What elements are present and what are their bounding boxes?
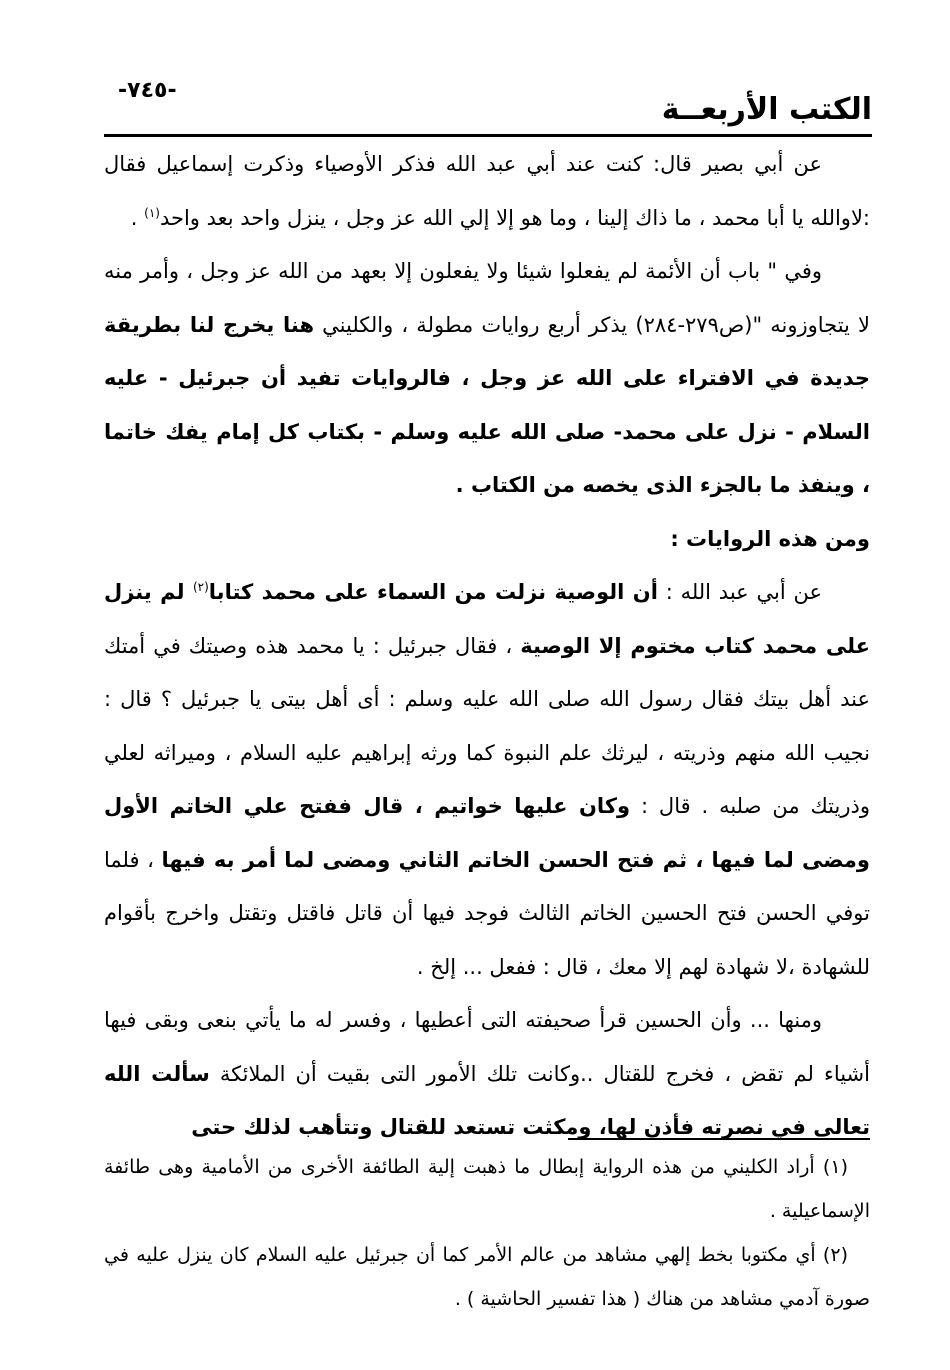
page-number: -٧٤٥- <box>118 78 177 103</box>
footnote-1: (١) أراد الكليني من هذه الرواية إبطال ما ذهبت إلية الطائفة الأخرى من الأمامية وهى طائفة الإسماعيلية . <box>104 1156 870 1222</box>
footnote-ref-2: (٢) <box>192 580 209 594</box>
p5-bold-text: سألت الله تعالى في نصرته فأذن لها، ومكثت تستعد للقتال وتتأهب لذلك حتى <box>104 1061 870 1139</box>
footnotes <box>104 1145 870 1321</box>
p4-bold-1: أن الوصية نزلت من السماء على محمد كتابا <box>208 580 658 604</box>
main-text <box>104 138 870 1155</box>
p4-bold-2: لم ينزل على محمد كتاب مختوم إلا الوصية <box>104 580 870 658</box>
header-rule <box>104 134 872 137</box>
footnote-ref-1: (١) <box>144 205 160 220</box>
footnote-separator <box>568 1138 870 1140</box>
p4-bold-3: وكان عليها خواتيم ، قال ففتح علي الخاتم الأول ومضى لما فيها ، ثم فتح الحسن الخاتم الثاني ومضى لما أمر به فيها <box>104 794 870 872</box>
p2-text: وفي " باب أن الأئمة لم يفعلوا شيئا ولا يفعلون إلا بعهد من الله عز وجل ، وأمر منه لا يتجاوزونه "(ص٢٧٩-٢٨٤) يذكر أربع روايات مطولة ، والكليني <box>104 259 871 337</box>
paragraph-2 <box>104 245 870 513</box>
p4-text-d: ، فلما توفي الحسن فتح الحسين الخاتم الثالث فوجد فيها أن قاتل فاقتل وتقتل واخرج بأقوام للشهادة ،لا شهادة لهم إلا معك ، قال : ففعل ... إلخ . <box>104 847 870 979</box>
paragraph-3: ومن هذه الروايات : <box>670 526 870 551</box>
p1-text: عن أبي بصير قال: كنت عند أبي عبد الله فذكر الأوصياء وذكرت إسماعيل فقال :لاوالله يا أبا محمد ، ما ذاك إلينا ، وما هو إلا إلي الله عز وجل ، ينزل واحد بعد واحد <box>104 152 870 230</box>
p5-text: ومنها ... وأن الحسين قرأ صحيفته التى أعطيها ، وفسر له ما يأتي بنعى وبقى فيها أشياء لم تقض ، فخرج للقتال ..وكانت تلك الأمور التى بقيت أن الملائكة <box>104 1008 870 1086</box>
footnote-2: (٢) أي مكتوبا بخط إلهي مشاهد من عالم الأمر كما أن جبرئيل عليه السلام كان ينزل عليه في صورة آدمي مشاهد من هناك ( هذا تفسير الحاشية ) . <box>104 1244 870 1310</box>
paragraph-4 <box>104 566 870 994</box>
p2-bold-text: هنا يخرج لنا بطريقة جديدة في الافتراء على الله عز وجل ، فالروايات تفيد أن جبرئيل - عليه السلام - نزل على محمد- صلى الله عليه وسلم - بكتاب كل إمام يفك خاتما ، وينفذ ما بالجزء الذى يخصه من الكتاب . <box>104 312 870 497</box>
p1-end: . <box>130 205 145 230</box>
paragraph-5 <box>104 994 870 1155</box>
p4-text-c: ، فقال جبرئيل : يا محمد هذه وصيتك في أمتك عند أهل بيتك فقال رسول الله صلى الله عليه وسلم : أى أهل بيتى يا جبرئيل ؟ قال : نجيب الله منهم وذريته ، ليرثك علم النبوة كما ورثه إبراهيم عليه السلام ، وميراثه لعلي وذريتك من صلبه . قال : <box>104 633 870 818</box>
paragraph-1 <box>104 138 870 245</box>
running-title: الكتب الأربعــة <box>661 92 872 127</box>
p4-text-a: عن أبي عبد الله : <box>657 580 822 604</box>
